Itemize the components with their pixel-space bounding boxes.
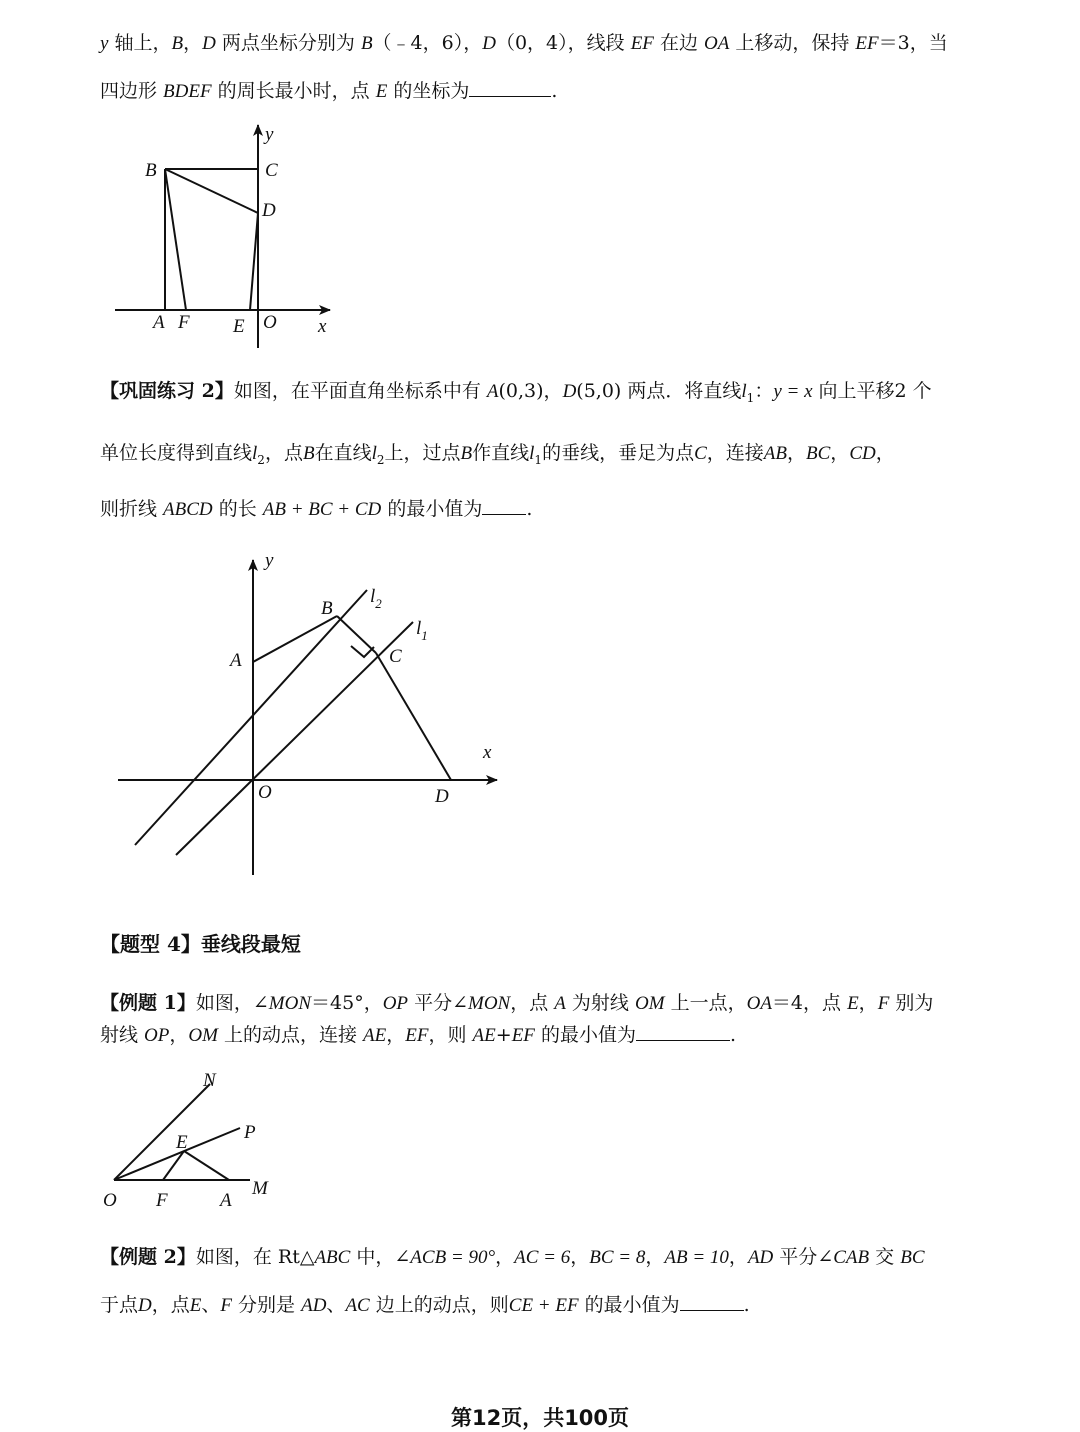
label-e: E [176,1132,188,1153]
label-f: F [156,1190,168,1211]
prev-problem-line-1 [100,28,948,55]
text: 于点 [100,1294,139,1316]
text: ， [858,992,878,1014]
practice2-line-2 [100,438,895,467]
text: 中， [350,1246,395,1268]
segment-de [250,213,258,310]
text: 的最小值为 [534,1024,636,1046]
example-tag: 【例题 2】 [100,1246,196,1268]
text: F [877,993,890,1014]
answer-blank [636,1024,730,1041]
text: + [495,1024,512,1046]
text: . [743,1294,750,1316]
figure-broken-line-abcd [118,560,497,875]
figure-quadrilateral-bdef [115,125,330,348]
text: 、 [201,1294,221,1316]
text: ， [570,1246,590,1268]
text: 的最小值为 [381,498,483,520]
text: ∠MON [252,993,312,1014]
text: l [529,443,535,464]
text: EF [630,33,654,54]
text: 别为 [889,992,934,1014]
label-o: O [103,1190,117,1211]
text: ＝45°， [311,992,383,1014]
text: ABC [314,1247,351,1268]
answer-blank [680,1294,744,1311]
text: ， [386,1024,406,1046]
text: F [220,1295,232,1316]
line-l1 [176,622,413,855]
practice-tag: 【巩固练习 2】 [100,380,234,402]
practice2-line-3 [100,494,532,521]
label-b: B [321,598,333,619]
text: 的最小值为 [578,1294,680,1316]
text: 交 [869,1246,901,1268]
text: BDEF [163,81,212,102]
example1-line-1 [100,988,933,1015]
label-f: F [178,312,190,333]
label-y: y [265,550,274,571]
text: BC [900,1247,925,1268]
text: ∠CAB [817,1247,870,1268]
text: 如图， [195,992,253,1014]
text: 边上的动点，则 [369,1294,509,1316]
text: 上的动点，连接 [217,1024,364,1046]
text: 的垂线，垂足为点 [542,442,695,464]
segment-ef [163,1151,184,1180]
text: (0,3) [498,380,544,402]
answer-blank [469,80,551,97]
text: 2 [257,452,265,467]
label-y: y [265,124,274,145]
text: ， [830,442,850,464]
text: OM [188,1025,218,1046]
segment-ab [253,616,337,662]
text: 的坐标为 [387,80,470,102]
text: E [847,993,859,1014]
segment-bc [337,616,376,653]
text: CD [849,443,876,464]
text: ， [728,1246,748,1268]
label-d: D [435,786,449,807]
text: ， [645,1246,665,1268]
text: OA [704,33,730,54]
text: 在直线 [314,442,372,464]
ray-op [114,1128,240,1180]
page-footer: 第12页，共100页 [450,1406,630,1430]
label-p: P [244,1122,256,1143]
text: ABCD [163,499,213,520]
text: AB [763,443,787,464]
text: ∠MON [452,993,511,1014]
text: . [526,498,533,520]
text: ，点 [264,442,303,464]
segment-ea [184,1151,229,1180]
practice2-line-1 [100,376,932,405]
label-b: B [145,160,157,181]
figure2-labels [228,550,492,807]
label-d: D [262,200,276,221]
text: 两点．将直线 [621,380,742,402]
text: ，则 [428,1024,473,1046]
text: EF [855,33,879,54]
text: l [741,381,747,402]
text: ∠ACB = 90° [394,1247,496,1268]
text: CE + EF [508,1295,579,1316]
example2-line-1 [100,1242,925,1269]
text: AD [301,1295,327,1316]
text: EF [405,1025,429,1046]
label-a: A [220,1190,232,1211]
text: . [729,1024,736,1046]
ray-on [114,1084,210,1180]
label-a: A [153,312,165,333]
label-l1: $l_1$ [416,618,428,643]
right-angle-mark [351,646,374,657]
text: l [252,443,258,464]
text: 平分 [773,1246,818,1268]
text: 上移动，保持 [729,32,856,54]
text: OP [382,993,409,1014]
text: l [371,443,377,464]
text: D [202,33,216,54]
text: ＝3，当 [878,32,948,54]
text: E [375,81,388,102]
text: OP [144,1025,170,1046]
text: 2 [376,452,385,467]
figure-angle-mon [114,1084,250,1180]
text: AE [472,1025,496,1046]
text: AB = 10 [664,1247,729,1268]
label-l2: $l_2$ [370,586,382,611]
text: 上，过点 [384,442,461,464]
text: B [360,33,373,54]
example1-line-2 [100,1020,736,1047]
text: EF [511,1025,535,1046]
text: AB + BC + CD [262,499,382,520]
text: D [482,33,496,54]
text: ， [183,32,203,54]
text: BC = 8 [589,1247,646,1268]
text: OA [746,993,772,1014]
label-x: x [318,316,327,337]
text: 的长 [212,498,263,520]
figure3-labels [103,1070,269,1211]
text: B [460,443,473,464]
text: 射线 [100,1024,145,1046]
text: 四边形 [100,80,164,102]
prev-problem-line-2 [100,76,557,103]
text: ： [754,380,774,402]
text: ，连接 [706,442,764,464]
text: 轴上， [108,32,172,54]
text: A [486,381,499,402]
text: 单位长度得到直线 [100,442,253,464]
line-l2 [135,590,367,845]
text: 如图，在平面直角坐标系中有 [233,380,487,402]
text: 则折线 [100,498,164,520]
text: ， [169,1024,189,1046]
text: 、 [326,1294,346,1316]
text: (5,0) [576,380,622,402]
example2-line-2 [100,1290,750,1317]
text: AE [363,1025,387,1046]
label-a: A [230,650,242,671]
text: 在边 [653,32,704,54]
text: OM [634,993,665,1014]
text: B [171,33,184,54]
text: （﹣4，6）， [372,32,483,54]
text: ， [875,442,895,464]
text: ， [787,442,807,464]
label-e: E [233,316,245,337]
text: ， [495,1246,515,1268]
text: 向上平移2 个 [812,380,932,402]
text: 1 [534,452,543,467]
text: y = x [773,381,813,402]
text: 如图，在 Rt△ [195,1246,315,1268]
text: 的周长最小时，点 [211,80,376,102]
answer-blank [482,498,526,515]
text: ，点 [510,992,555,1014]
text: y [100,33,109,54]
label-c: C [389,646,402,667]
label-o: O [258,782,272,803]
text: 为射线 [565,992,635,1014]
text: D [562,381,577,402]
text: ，点 [151,1294,190,1316]
text: AD [747,1247,774,1268]
text: 分别是 [232,1294,302,1316]
text: ＝4，点 [771,992,848,1014]
label-c: C [265,160,278,181]
text: 作直线 [472,442,530,464]
text: AC [345,1295,370,1316]
example-tag: 【例题 1】 [100,992,196,1014]
segment-bd [165,169,258,213]
label-x: x [483,742,492,763]
text: . [551,80,558,102]
text: AC = 6 [514,1247,571,1268]
text: （0，4），线段 [495,32,631,54]
label-o: O [263,312,277,333]
text: 上一点， [664,992,747,1014]
section-heading: 【题型 4】垂线段最短 [100,932,301,956]
text: E [189,1295,202,1316]
text: A [554,993,566,1014]
segment-cd [376,653,451,780]
text: C [694,443,707,464]
text: ， [543,380,563,402]
label-n: N [203,1070,216,1091]
label-m: M [252,1178,268,1199]
text: B [302,443,315,464]
text: 1 [746,390,755,405]
text: BC [806,443,831,464]
figure1-labels [145,124,327,337]
text: 平分 [408,992,453,1014]
text: D [138,1295,152,1316]
segment-bf [165,169,186,310]
text: 两点坐标分别为 [215,32,361,54]
